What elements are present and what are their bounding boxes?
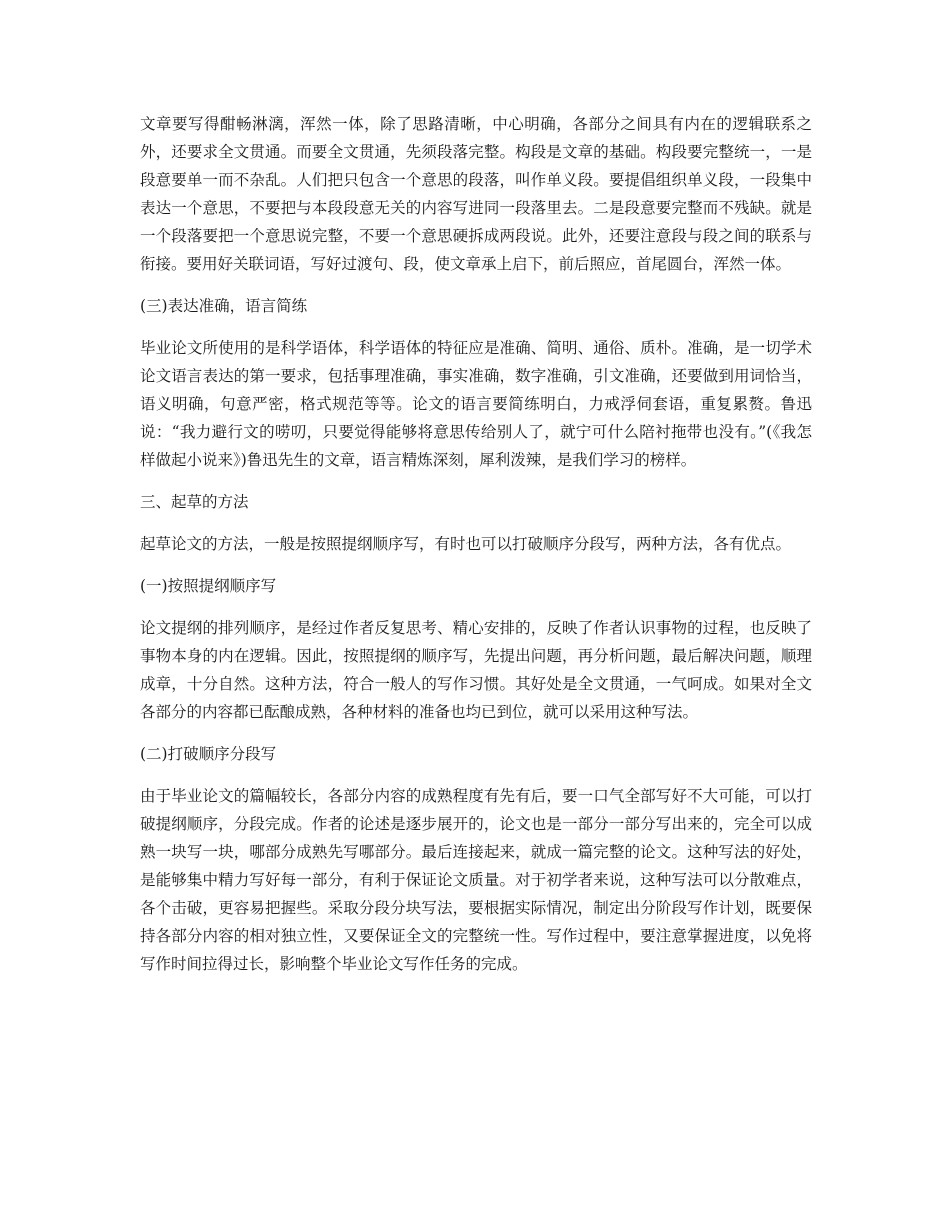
paragraph-coherence: 文章要写得酣畅淋漓，浑然一体，除了思路清晰，中心明确，各部分之间具有内在的逻辑联系之外，还要求全文贯通。而要全文贯通，先须段落完整。构段是文章的基础。构段要完整统一，一是段意要单一而不杂乱。人们把只包含一个意思的段落，叫作单义段。要提倡组织单义段，一段集中表达一个意思，不要把与本段段意无关的内容写进同一段落里去。二是段意要完整而不残缺。就是一个段落要把一个意思说完整，不要一个意思硬拆成两段说。此外，还要注意段与段之间的联系与衔接。要用好关联词语，写好过渡句、段，使文章承上启下，前后照应，首尾圆台，浑然一体。 (140, 115, 812, 273)
paragraph-drafting-intro: 起草论文的方法，一般是按照提纲顺序写，有时也可以打破顺序分段写，两种方法，各有优点。 (140, 535, 792, 553)
heading-outline-order: (一)按照提纲顺序写 (140, 577, 277, 595)
document-page (140, 110, 812, 992)
heading-expression-accurate: (三)表达准确，语言简练 (140, 297, 308, 315)
heading-drafting-methods: 三、起草的方法 (140, 493, 249, 511)
paragraph-break-order: 由于毕业论文的篇幅较长，各部分内容的成熟程度有先有后，要一口气全部写好不大可能，可以打破提纲顺序，分段完成。作者的论述是逐步展开的，论文也是一部分一部分写出来的，完全可以成熟一块写一块，哪部分成熟先写哪部分。最后连接起来，就成一篇完整的论文。这种写法的好处，是能够集中精力写好每一部分，有利于保证论文质量。对于初学者来说，这种写法可以分散难点，各个击破，更容易把握些。采取分段分块写法，要根据实际情况，制定出分阶段写作计划，既要保持各部分内容的相对独立性，又要保证全文的完整统一性。写作过程中，要注意掌握进度，以免将写作时间拉得过长，影响整个毕业论文写作任务的完成。 (140, 787, 812, 973)
paragraph-outline-order: 论文提纲的排列顺序，是经过作者反复思考、精心安排的，反映了作者认识事物的过程，也反映了事物本身的内在逻辑。因此，按照提纲的顺序写，先提出问题，再分析问题，最后解决问题，顺理成章，十分自然。这种方法，符合一般人的写作习惯。其好处是全文贯通，一气呵成。如果对全文各部分的内容都已酝酿成熟，各种材料的准备也均已到位，就可以采用这种写法。 (140, 619, 812, 721)
paragraph-scientific-language: 毕业论文所使用的是科学语体，科学语体的特征应是准确、简明、通俗、质朴。准确，是一切学术论文语言表达的第一要求，包括事理准确，事实准确，数字准确，引文准确，还要做到用词恰当，语义明确，句意严密，格式规范等等。论文的语言要简练明白，力戒浮伺套语，重复累赘。鲁迅说：“我力避行文的唠叨，只要觉得能够将意思传给别人了，就宁可什么陪衬拖带也没有。”(《我怎样做起小说来》)鲁迅先生的文章，语言精炼深刻，犀利泼辣，是我们学习的榜样。 (140, 339, 812, 469)
heading-break-order: (二)打破顺序分段写 (140, 745, 277, 763)
